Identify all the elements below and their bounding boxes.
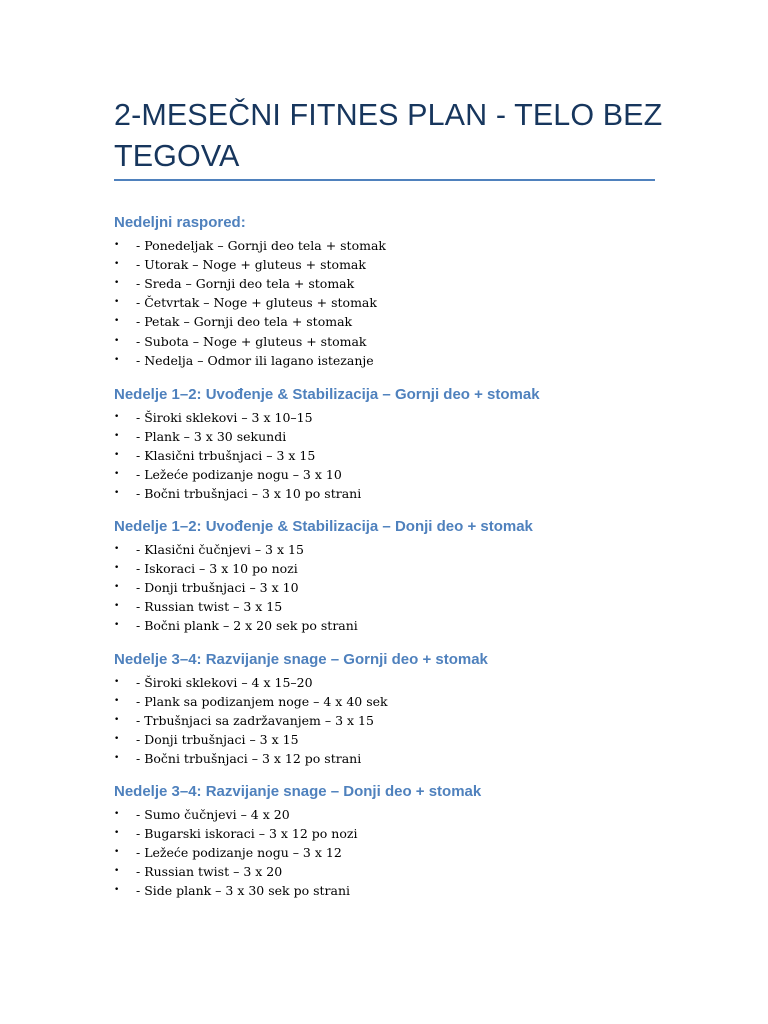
list-item [114,484,734,503]
bullet-icon: • [114,696,120,707]
exercise-list [114,236,734,370]
list-item [114,255,734,274]
section-weeks-3-4-upper [114,649,734,768]
bullet-icon: • [114,620,120,631]
list-item-text: - Bugarski iskoraci – 3 x 12 po nozi [136,826,358,842]
list-item-text: - Ležeće podizanje nogu – 3 x 12 [136,845,342,861]
list-item [114,730,734,749]
bullet-icon: • [114,715,120,726]
bullet-icon: • [114,866,120,877]
list-item-text: - Utorak – Noge + gluteus + stomak [136,257,366,273]
exercise-list [114,540,734,635]
list-item-text: - Iskoraci – 3 x 10 po nozi [136,561,298,577]
bullet-icon: • [114,335,120,346]
list-item [114,559,734,578]
title-divider [114,179,655,181]
list-item [114,331,734,350]
bullet-icon: • [114,582,120,593]
list-item-text: - Donji trbušnjaci – 3 x 10 [136,580,299,596]
list-item [114,692,734,711]
list-item [114,597,734,616]
exercise-list [114,805,734,900]
list-item [114,351,734,370]
section-weeks-1-2-lower [114,516,734,635]
bullet-icon: • [114,240,120,251]
bullet-icon: • [114,544,120,555]
bullet-icon: • [114,488,120,499]
bullet-icon: • [114,885,120,896]
list-item-text: - Subota – Noge + gluteus + stomak [136,333,367,349]
list-item-text: - Klasični čučnjevi – 3 x 15 [136,542,304,558]
section-heading: Nedelje 1–2: Uvođenje & Stabilizacija – Donji deo + stomak [114,518,533,535]
list-item [114,427,734,446]
bullet-icon: • [114,259,120,270]
list-item-text: - Plank sa podizanjem noge – 4 x 40 sek [136,694,388,710]
bullet-icon: • [114,601,120,612]
bullet-icon: • [114,431,120,442]
bullet-icon: • [114,847,120,858]
list-item [114,711,734,730]
list-item-text: - Nedelja – Odmor ili lagano istezanje [136,352,374,368]
list-item-text: - Ponedeljak – Gornji deo tela + stomak [136,238,386,254]
section-weeks-3-4-lower [114,781,734,900]
bullet-icon: • [114,677,120,688]
section-heading: Nedeljni raspored: [114,214,246,231]
section-weeks-1-2-upper [114,384,734,503]
list-item-text: - Ležeće podizanje nogu – 3 x 10 [136,467,342,483]
list-item [114,862,734,881]
bullet-icon: • [114,412,120,423]
bullet-icon: • [114,828,120,839]
bullet-icon: • [114,469,120,480]
list-item-text: - Donji trbušnjaci – 3 x 15 [136,732,299,748]
list-item-text: - Klasični trbušnjaci – 3 x 15 [136,448,316,464]
list-item-text: - Bočni trbušnjaci – 3 x 12 po strani [136,751,362,767]
list-item [114,408,734,427]
bullet-icon: • [114,753,120,764]
list-item [114,578,734,597]
list-item [114,673,734,692]
list-item [114,312,734,331]
list-item [114,293,734,312]
list-item-text: - Plank – 3 x 30 sekundi [136,429,287,445]
list-item-text: - Sumo čučnjevi – 4 x 20 [136,807,290,823]
list-item [114,446,734,465]
list-item [114,824,734,843]
list-item-text: - Sreda – Gornji deo tela + stomak [136,276,355,292]
bullet-icon: • [114,563,120,574]
list-item-text: - Petak – Gornji deo tela + stomak [136,314,353,330]
list-item-text: - Trbušnjaci sa zadržavanjem – 3 x 15 [136,713,374,729]
list-item-text: - Četvrtak – Noge + gluteus + stomak [136,295,377,311]
section-heading: Nedelje 1–2: Uvođenje & Stabilizacija – Gornji deo + stomak [114,386,540,403]
list-item [114,465,734,484]
section-weekly-schedule [114,212,734,370]
list-item-text: - Bočni trbušnjaci – 3 x 10 po strani [136,486,362,502]
list-item [114,749,734,768]
bullet-icon: • [114,316,120,327]
list-item [114,881,734,900]
bullet-icon: • [114,734,120,745]
exercise-list [114,673,734,768]
section-heading: Nedelje 3–4: Razvijanje snage – Gornji deo + stomak [114,651,488,668]
list-item-text: - Side plank – 3 x 30 sek po strani [136,883,351,899]
list-item [114,236,734,255]
bullet-icon: • [114,809,120,820]
list-item [114,805,734,824]
list-item-text: - Russian twist – 3 x 15 [136,599,283,615]
list-item [114,616,734,635]
list-item [114,274,734,293]
list-item [114,540,734,559]
bullet-icon: • [114,450,120,461]
bullet-icon: • [114,354,120,365]
list-item-text: - Široki sklekovi – 4 x 15–20 [136,675,313,691]
list-item-text: - Široki sklekovi – 3 x 10–15 [136,410,313,426]
section-heading: Nedelje 3–4: Razvijanje snage – Donji deo + stomak [114,783,482,800]
bullet-icon: • [114,297,120,308]
list-item [114,843,734,862]
list-item-text: - Bočni plank – 2 x 20 sek po strani [136,618,358,634]
document-title: 2-MESEČNI FITNES PLAN - TELO BEZ TEGOVA [114,98,663,173]
exercise-list [114,408,734,503]
list-item-text: - Russian twist – 3 x 20 [136,864,283,880]
bullet-icon: • [114,278,120,289]
